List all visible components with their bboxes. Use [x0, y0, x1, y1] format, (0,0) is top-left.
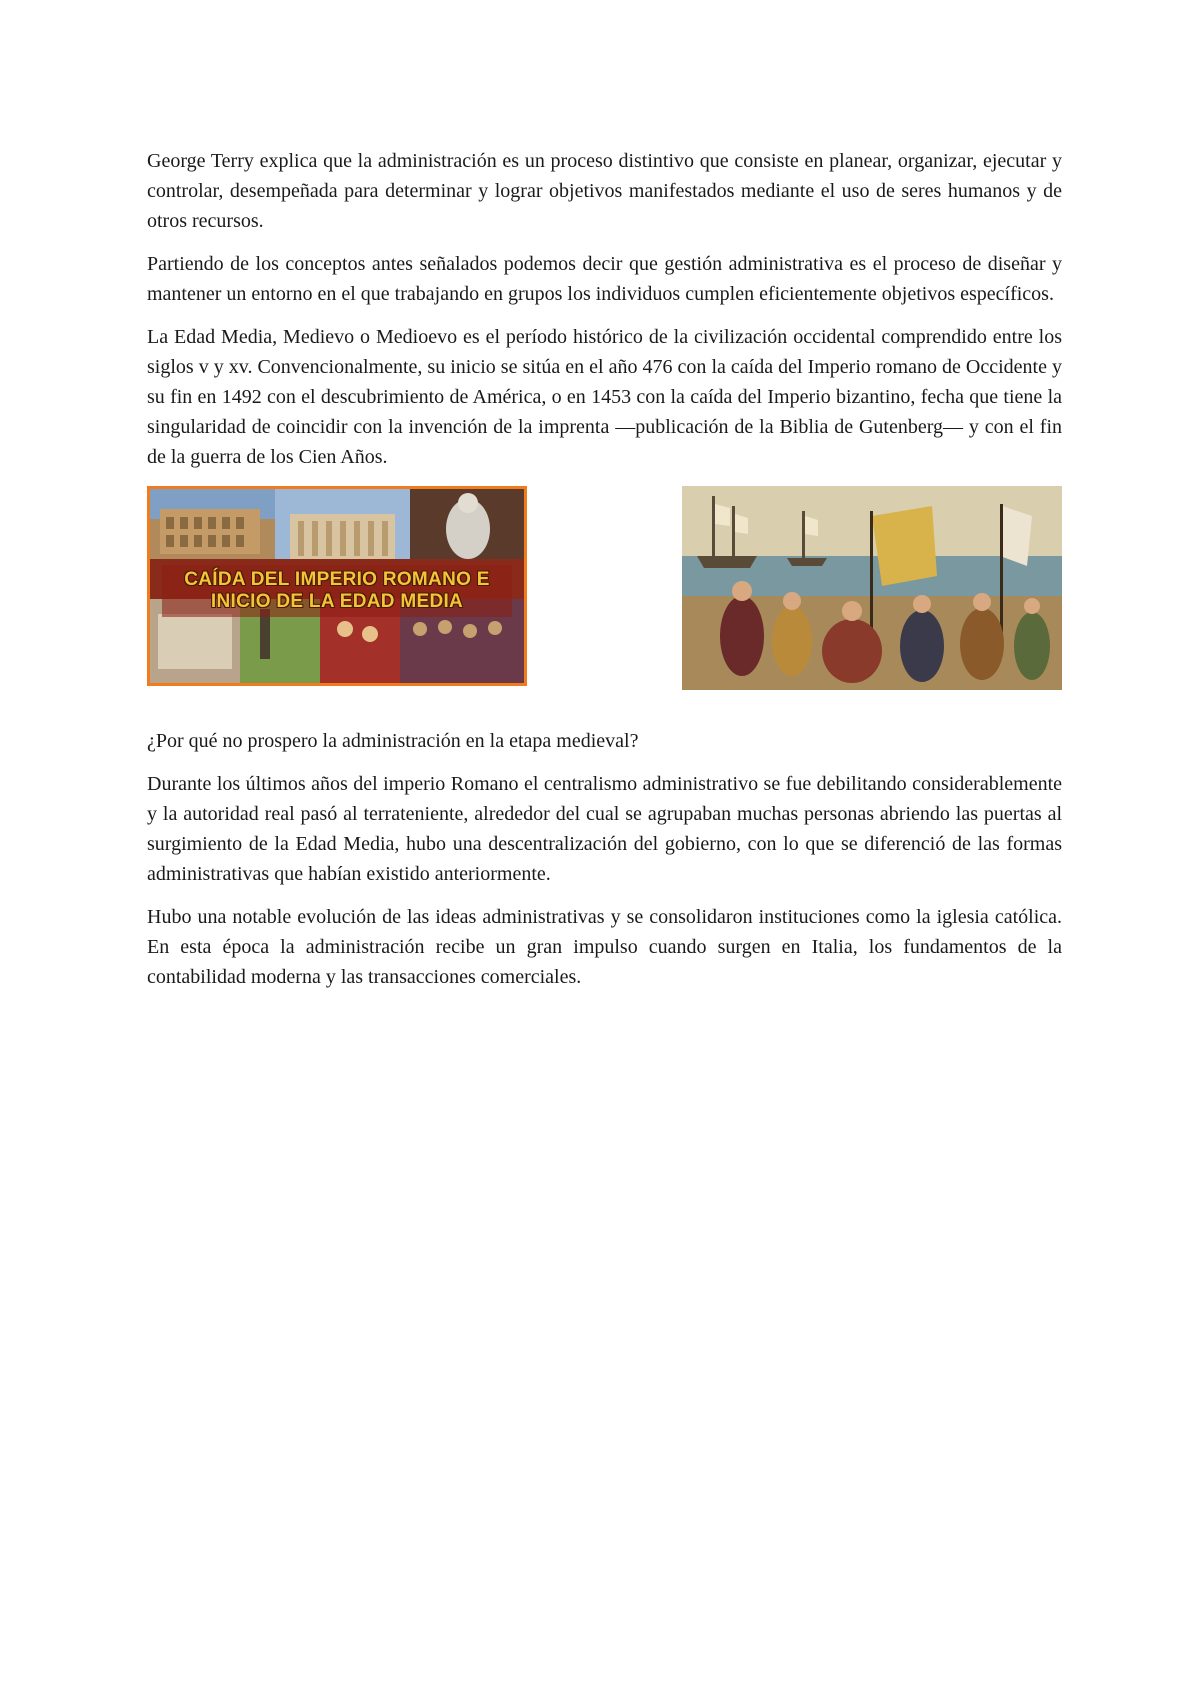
banner-line-1: CAÍDA DEL IMPERIO ROMANO E	[184, 569, 490, 590]
paragraph-gestion-administrativa: Partiendo de los conceptos antes señalados podemos decir que gestión administrativa es el proceso de diseñar y mantener un entorno en el que trabajando en grupos los individuos cumplen eficientemente objetivos específicos.	[147, 253, 1062, 305]
paragraph-george-terry: George Terry explica que la administración es un proceso distintivo que consiste en planear, organizar, ejecutar y controlar, desempeñada para determinar y lograr objetivos manifestados mediante el uso de seres humanos y de otros recursos.	[147, 150, 1062, 232]
question-heading: ¿Por qué no prospero la administración en la etapa medieval?	[147, 730, 639, 752]
roman-empire-collage-image	[147, 486, 527, 686]
banner-line-2: INICIO DE LA EDAD MEDIA	[210, 591, 464, 612]
painting-illustration	[682, 486, 1062, 690]
paragraph-edad-media: La Edad Media, Medievo o Medioevo es el período histórico de la civilización occidental comprendido entre los siglos v y xv. Convencionalmente, su inicio se sitúa en el año 476 con la caída del Imperio romano de Occidente y su fin en 1492 con el descubrimiento de América, o en 1453 con la caída del Imperio bizantino, fecha que tiene la singularidad de coincidir con la invención de la imprenta —publicación de la Biblia de Gutenberg— y con el fin de la guerra de los Cien Años.	[147, 326, 1062, 468]
document-page	[147, 146, 1062, 1005]
collage-banner	[162, 565, 512, 617]
columbus-landing-painting-image	[682, 486, 1062, 690]
paragraph-imperio-romano: Durante los últimos años del imperio Romano el centralismo administrativo se fue debilitando considerablemente y la autoridad real pasó al terrateniente, alrededor del cual se agrupaban muchas personas abriendo las puertas al surgimiento de la Edad Media, hubo una descentralización del gobierno, con lo que se diferenció de las formas administrativas que habían existido anteriormente.	[147, 773, 1062, 885]
images-row	[147, 486, 1062, 726]
paragraph-evolucion-ideas: Hubo una notable evolución de las ideas administrativas y se consolidaron instituciones como la iglesia católica. En esta época la administración recibe un gran impulso cuando surgen en Italia, los fundamentos de la contabilidad moderna y las transacciones comerciales.	[147, 906, 1062, 988]
